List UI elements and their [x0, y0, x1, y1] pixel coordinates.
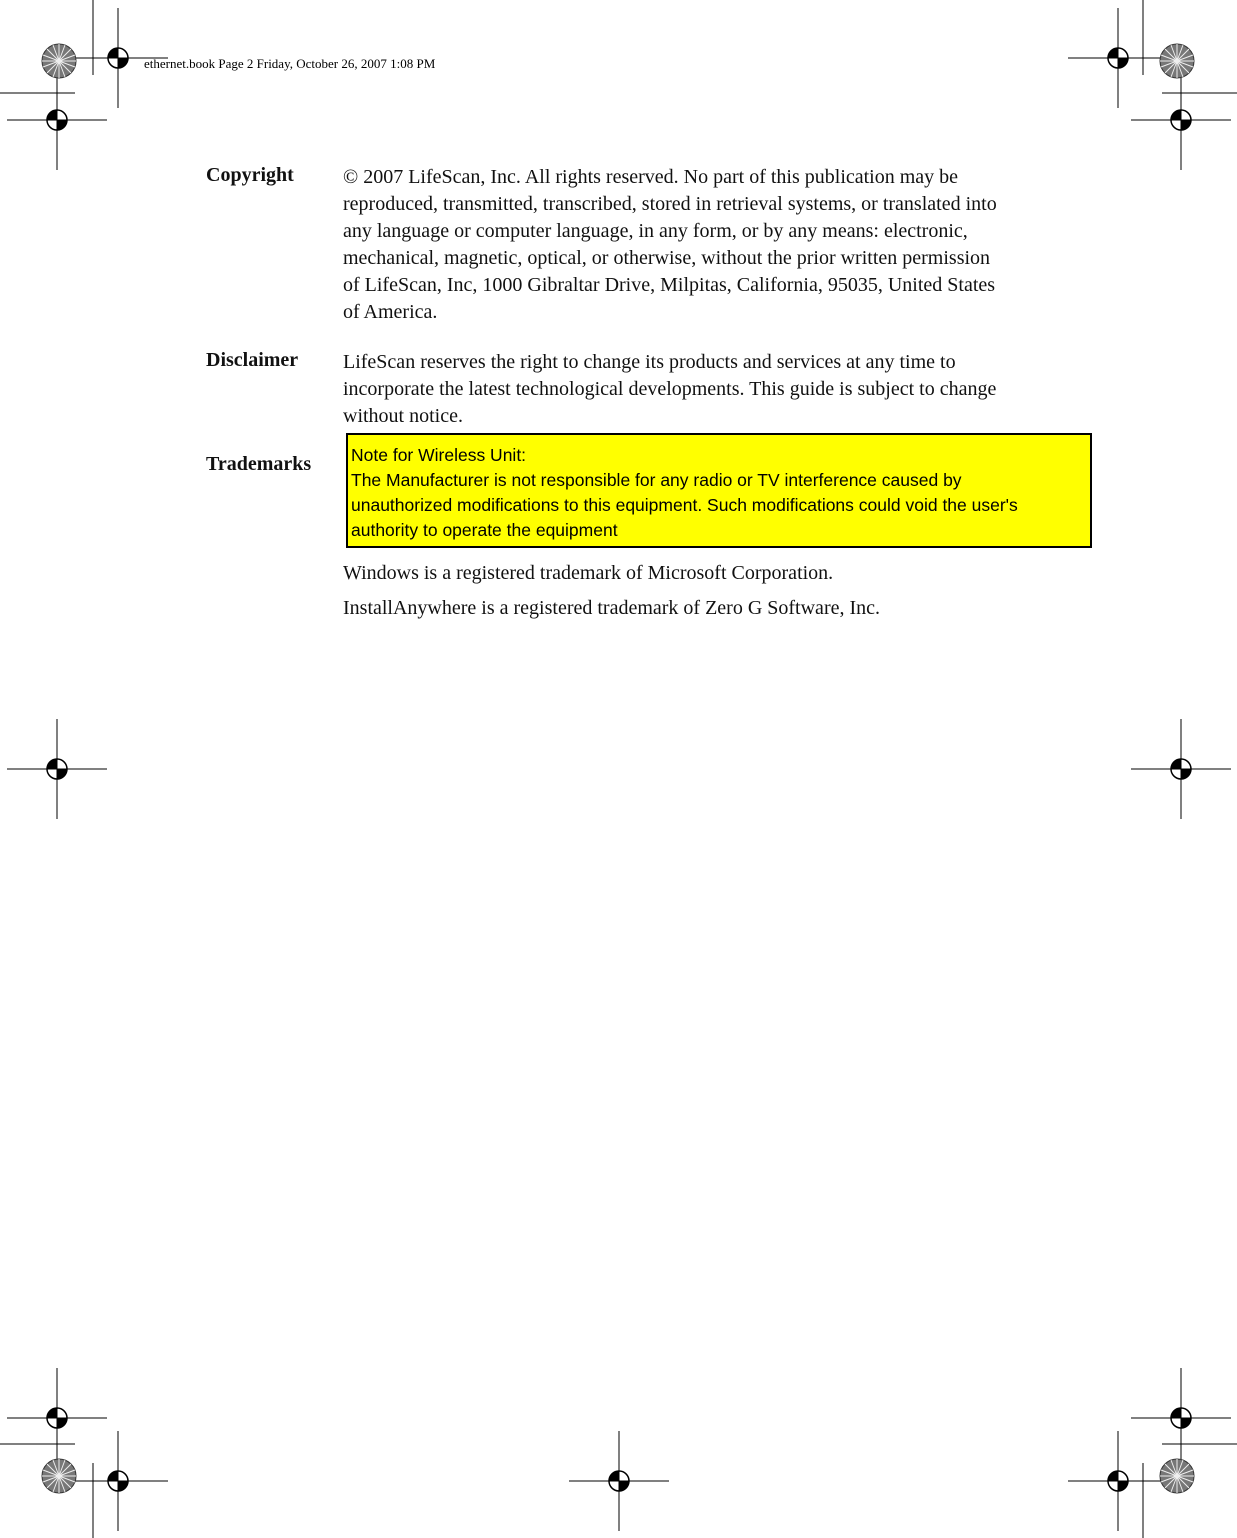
disclaimer-label: Disclaimer	[206, 349, 299, 371]
star-target-icon-bottom-left	[42, 1459, 76, 1493]
wireless-note-box	[346, 433, 1092, 548]
registration-mark-right-middle	[1131, 719, 1231, 819]
trademarks-label: Trademarks	[206, 453, 312, 475]
star-target-icon-bottom-right	[1160, 1459, 1194, 1493]
registration-mark-bottom-right	[1068, 1431, 1168, 1531]
wireless-note-line: authority to operate the equipment	[351, 520, 618, 540]
registration-mark-left-middle	[7, 719, 107, 819]
book-header: ethernet.book Page 2 Friday, October 26, 2007 1:08 PM	[144, 56, 436, 71]
copyright-text	[343, 164, 1073, 326]
registration-mark-left-upper	[7, 70, 107, 170]
disclaimer-line: LifeScan reserves the right to change its products and services at any time to	[343, 351, 956, 373]
copyright-line: reproduced, transmitted, transcribed, stored in retrieval systems, or translated into	[343, 193, 997, 215]
wireless-note-line: unauthorized modifications to this equipment. Such modifications could void the user's	[351, 495, 1018, 515]
disclaimer-line: without notice.	[343, 405, 463, 427]
registration-mark-right-lower	[1131, 1368, 1231, 1468]
wireless-note-title: Note for Wireless Unit:	[351, 445, 527, 465]
registration-mark-bottom-left	[68, 1431, 168, 1531]
copyright-label: Copyright	[206, 164, 294, 186]
copyright-line: © 2007 LifeScan, Inc. All rights reserved. No part of this publication may be	[343, 166, 959, 188]
star-target-icon-top-left	[42, 44, 76, 78]
wireless-note-line: The Manufacturer is not responsible for any radio or TV interference caused by	[351, 470, 962, 490]
copyright-line: any language or computer language, in any form, or by any means: electronic,	[343, 220, 968, 242]
copyright-line: mechanical, magnetic, optical, or otherwise, without the prior written permission	[343, 247, 991, 269]
trademark-windows: Windows is a registered trademark of Microsoft Corporation.	[343, 562, 834, 584]
copyright-line: of LifeScan, Inc, 1000 Gibraltar Drive, Milpitas, California, 95035, United States	[343, 274, 996, 296]
registration-mark-left-lower	[7, 1368, 107, 1468]
registration-mark-right-upper	[1131, 70, 1231, 170]
disclaimer-text	[343, 349, 1073, 430]
registration-mark-top-right	[1068, 8, 1168, 108]
copyright-line: of America.	[343, 301, 438, 323]
registration-mark-bottom-center	[569, 1431, 669, 1531]
star-target-icon-top-right	[1160, 44, 1194, 78]
disclaimer-line: incorporate the latest technological developments. This guide is subject to change	[343, 378, 997, 400]
trademark-installanywhere: InstallAnywhere is a registered trademark of Zero G Software, Inc.	[343, 597, 881, 619]
